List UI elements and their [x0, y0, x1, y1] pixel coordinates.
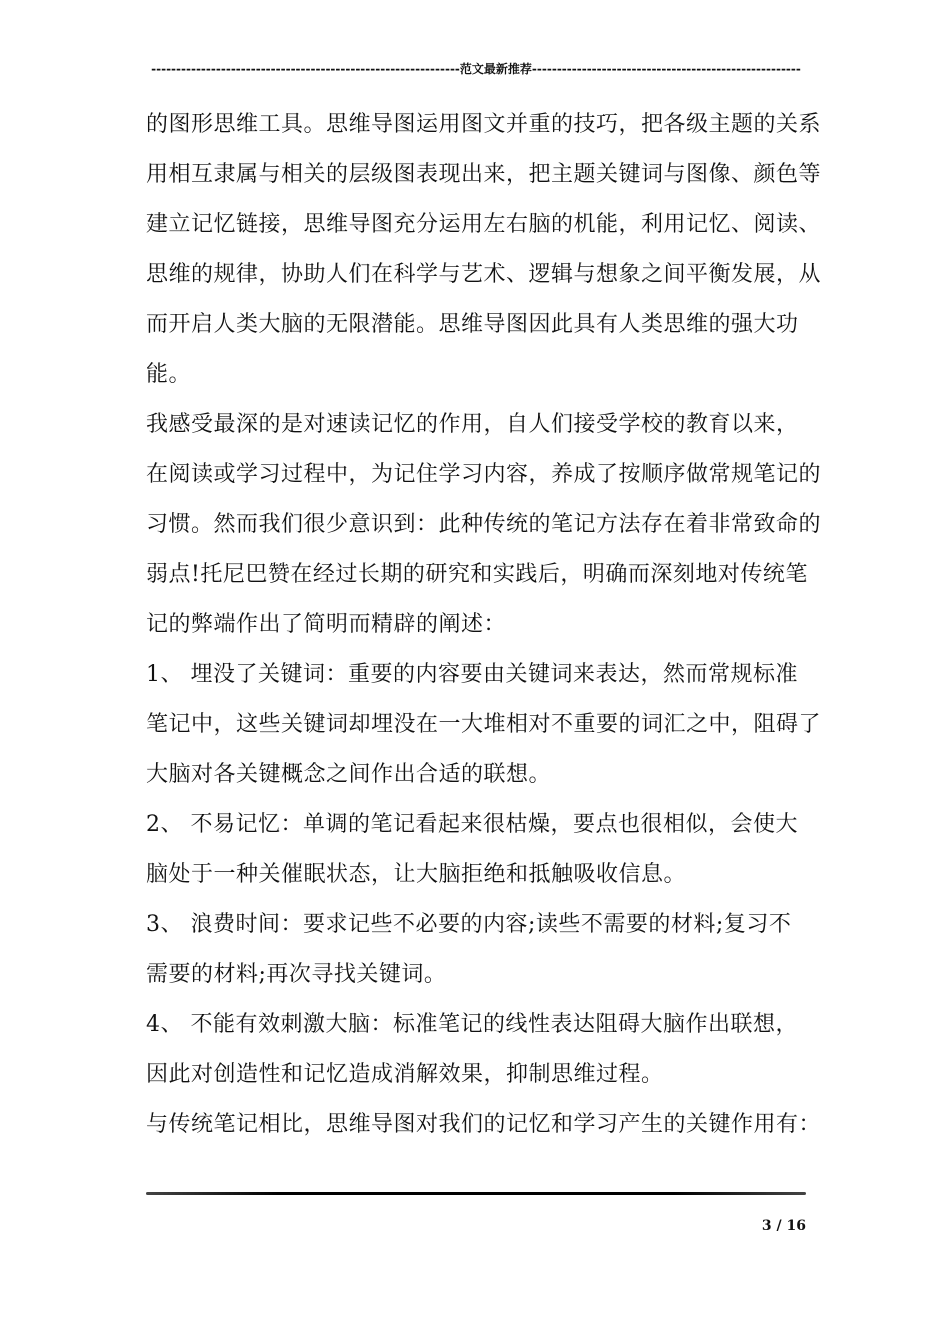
text-line: 大脑对各关键概念之间作出合适的联想。 — [146, 762, 552, 787]
text-line: 弱点!托尼巴赞在经过长期的研究和实践后，明确而深刻地对传统笔 — [146, 562, 808, 587]
page-header: --------------------------------------------------------------范文最新推荐------------------------------------------------------ — [151, 62, 801, 76]
footer-divider — [146, 1192, 806, 1195]
text-line: 因此对创造性和记忆造成消解效果，抑制思维过程。 — [146, 1062, 664, 1087]
text-line: 能。 — [146, 362, 192, 387]
document-body — [146, 100, 822, 1150]
text-line: 思维的规律，协助人们在科学与艺术、逻辑与想象之间平衡发展，从 — [146, 262, 822, 287]
text-line: 1、 埋没了关键词：重要的内容要由关键词来表达，然而常规标准 — [146, 662, 798, 687]
page-number: 3 / 16 — [761, 1218, 806, 1234]
text-line: 3、 浪费时间：要求记些不必要的内容;读些不需要的材料;复习不 — [146, 912, 792, 937]
text-line: 建立记忆链接，思维导图充分运用左右脑的机能，利用记忆、阅读、 — [146, 212, 822, 237]
text-line: 而开启人类大脑的无限潜能。思维导图因此具有人类思维的强大功 — [146, 312, 799, 337]
text-line: 需要的材料;再次寻找关键词。 — [146, 962, 447, 987]
text-line: 在阅读或学习过程中，为记住学习内容，养成了按顺序做常规笔记的 — [146, 462, 822, 487]
text-line: 记的弊端作出了简明而精辟的阐述： — [146, 612, 507, 637]
text-line: 我感受最深的是对速读记忆的作用，自人们接受学校的教育以来， — [146, 412, 799, 437]
text-line: 笔记中，这些关键词却埋没在一大堆相对不重要的词汇之中，阻碍了 — [146, 712, 822, 737]
text-line: 脑处于一种关催眠状态，让大脑拒绝和抵触吸收信息。 — [146, 862, 687, 887]
text-line: 与传统笔记相比，思维导图对我们的记忆和学习产生的关键作用有： — [146, 1112, 822, 1137]
text-line: 习惯。然而我们很少意识到：此种传统的笔记方法存在着非常致命的 — [146, 512, 822, 537]
text-line: 用相互隶属与相关的层级图表现出来，把主题关键词与图像、颜色等 — [146, 162, 822, 187]
text-line: 的图形思维工具。思维导图运用图文并重的技巧，把各级主题的关系 — [146, 112, 822, 137]
text-line: 4、 不能有效刺激大脑：标准笔记的线性表达阻碍大脑作出联想， — [146, 1012, 798, 1037]
text-line: 2、 不易记忆：单调的笔记看起来很枯燥，要点也很相似，会使大 — [146, 812, 798, 837]
